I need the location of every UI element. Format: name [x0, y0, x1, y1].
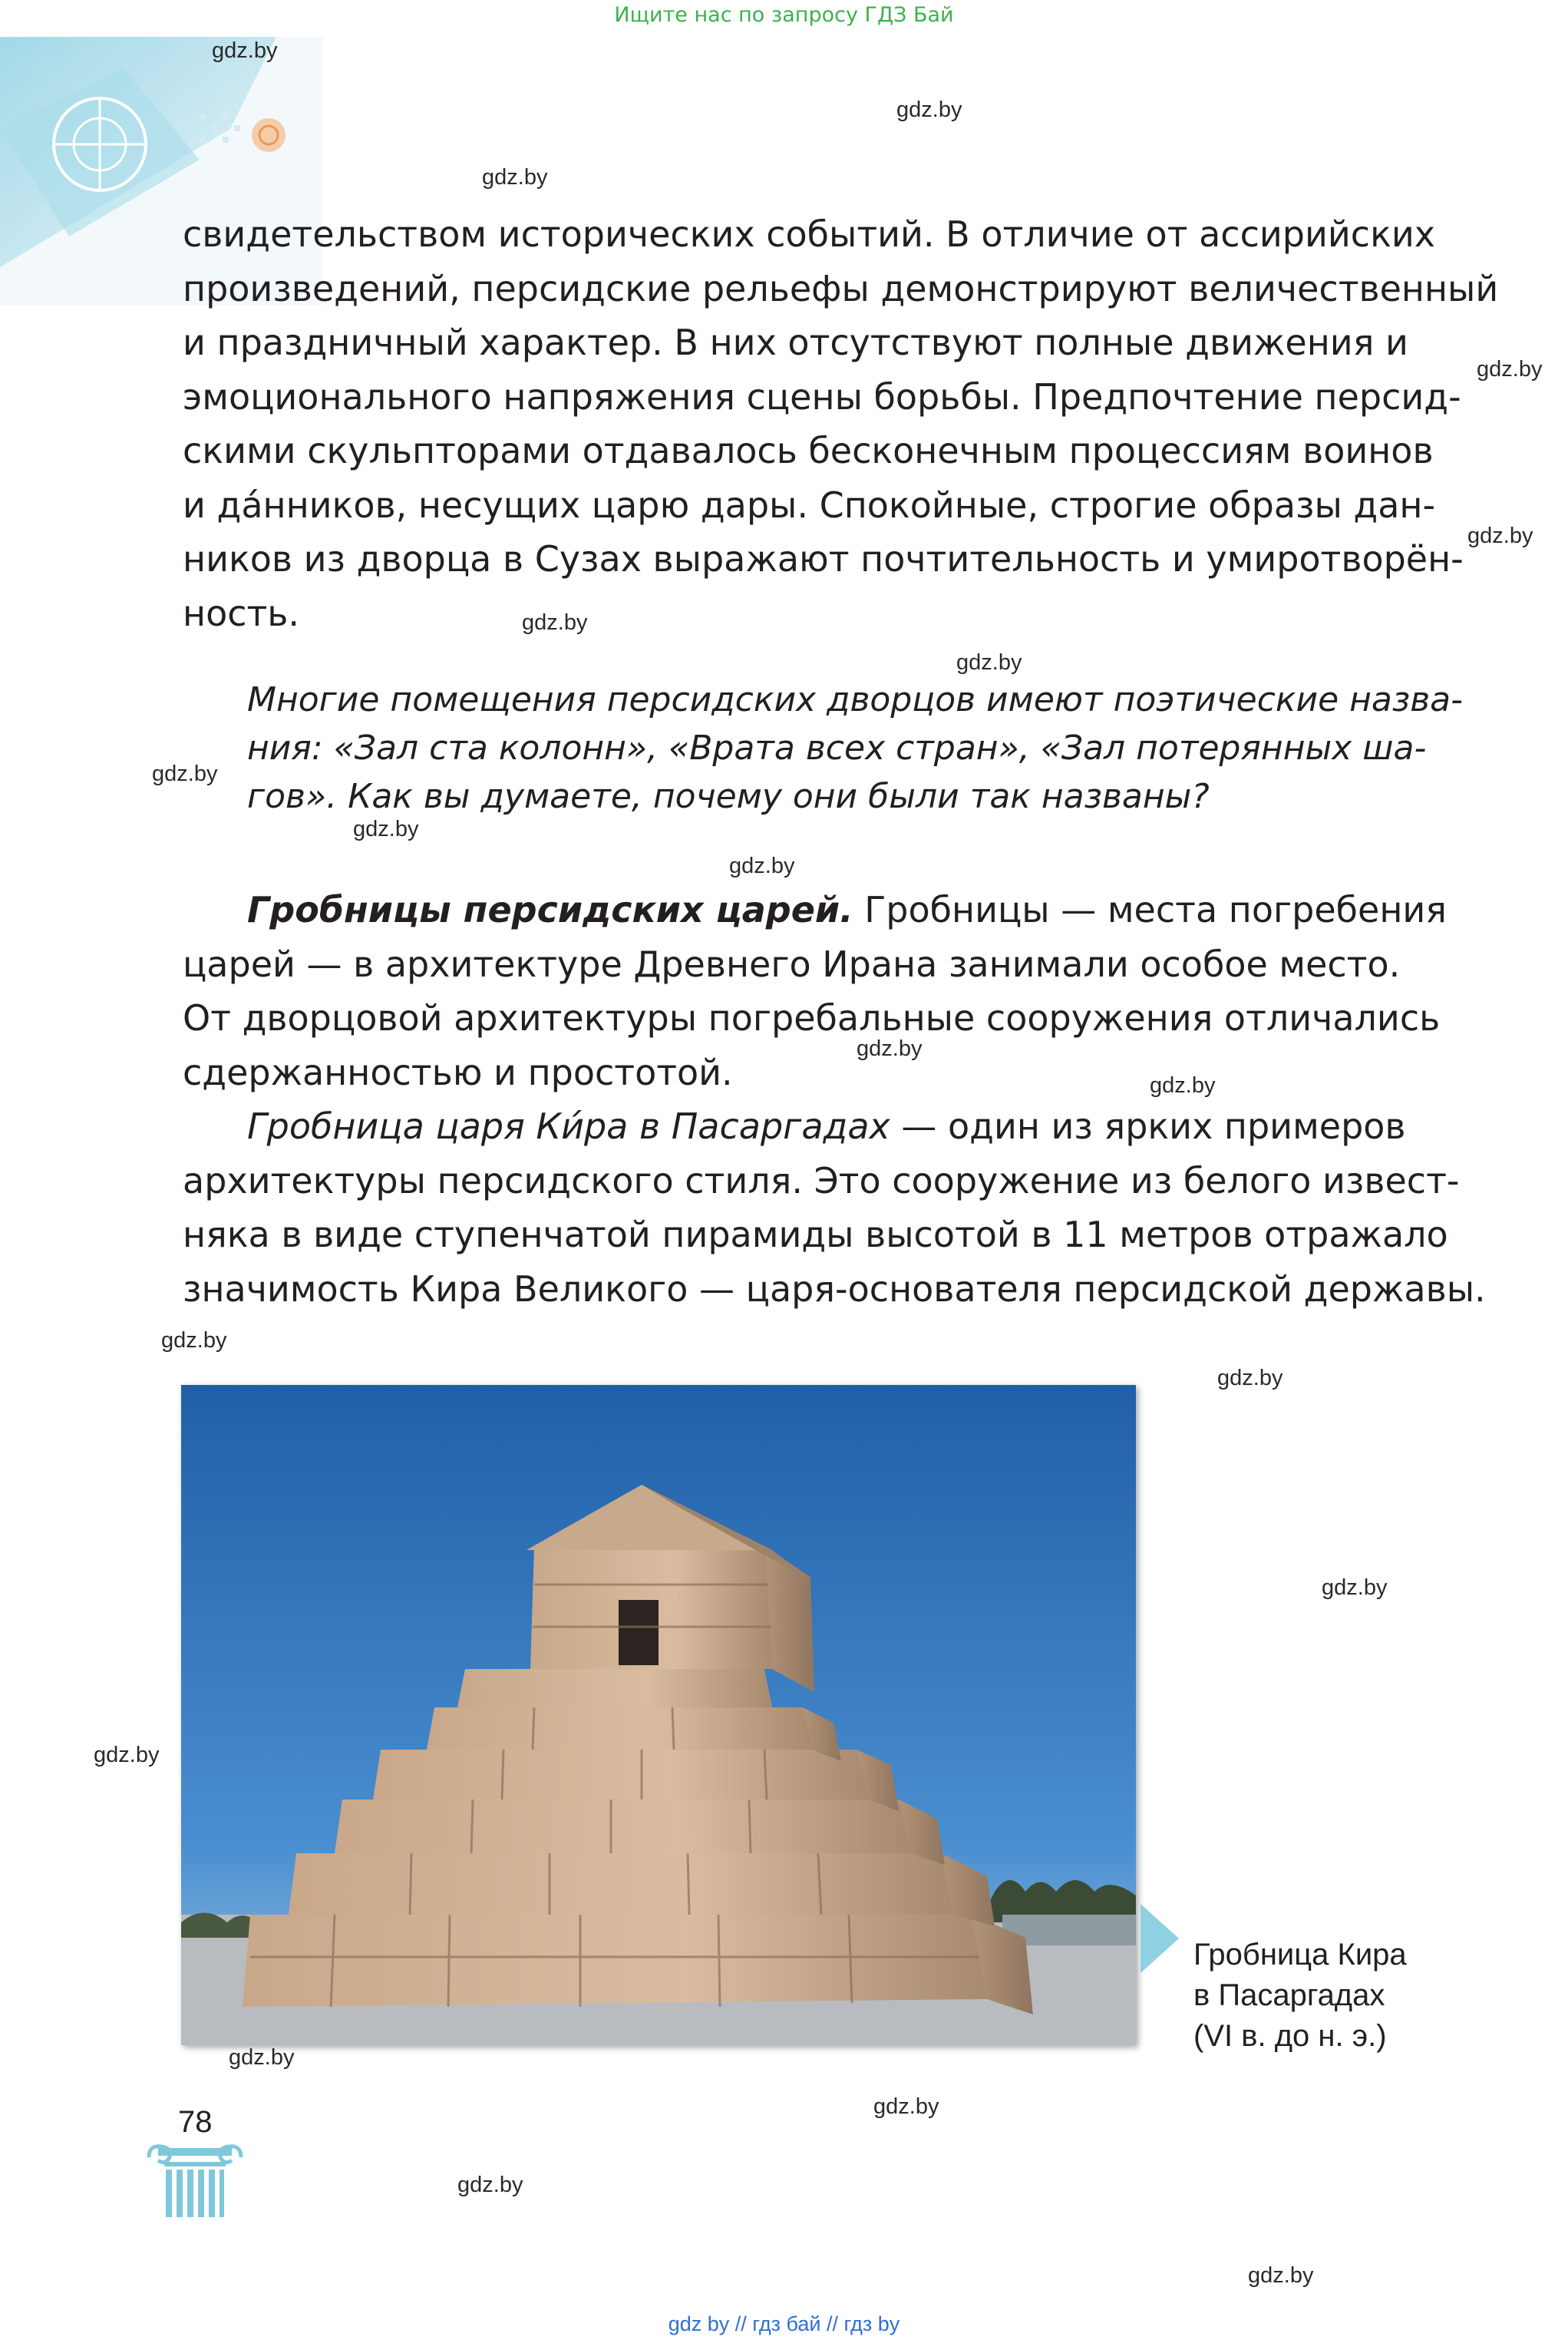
watermark: gdz.by [1477, 357, 1543, 382]
text-line: свидетельством исторических событий. В отличие от ассирийских [183, 213, 1435, 255]
text-line: и праздничный характер. В них отсутствуют полные движения и [183, 322, 1408, 363]
watermark: gdz.by [1467, 524, 1533, 548]
watermark: gdz.by [457, 2173, 523, 2197]
watermark: gdz.by [161, 1328, 227, 1353]
watermark: gdz.by [956, 650, 1022, 675]
watermark: gdz.by [94, 1743, 160, 1767]
page-number: 78 [178, 2105, 213, 2139]
text-line: Гробницы — места погребения [864, 889, 1447, 930]
text-line: эмоционального напряжения сцены борьбы. Предпочтение персид- [183, 375, 1461, 418]
watermark: gdz.by [857, 1036, 923, 1061]
text-line: произведений, персидские рельефы демонстрируют величественный [183, 267, 1499, 309]
watermark: gdz.by [152, 762, 218, 786]
caption-line: в Пасаргадах [1193, 1978, 1385, 2012]
text-line: и да́нников, несущих царю дары. Спокойные, строгие образы дан- [183, 484, 1436, 526]
watermark: gdz.by [1322, 1575, 1388, 1600]
question-line: ния: «Зал ста колонн», «Врата всех стран», «Зал потерянных ша- [247, 729, 1427, 768]
watermark: gdz.by [353, 817, 419, 841]
watermark: gdz.by [212, 38, 278, 63]
text-line: няка в виде ступенчатой пирамиды высотой в 11 метров отражало [183, 1214, 1448, 1255]
italic-term: Гробница царя Ки́ра в Пасаргадах [247, 1106, 890, 1147]
search-banner[interactable]: Ищите нас по запросу ГДЗ Бай [614, 3, 954, 27]
tomb-of-cyrus-photo [181, 1385, 1136, 2045]
caption-arrow-icon [1141, 1904, 1187, 1973]
paragraph-reliefs [183, 207, 1499, 640]
caption-line: (VI в. до н. э.) [1193, 2019, 1387, 2053]
text-line: царей — в архитектуре Древнего Ирана занимали особое место. [183, 943, 1401, 985]
section-heading: Гробницы персидских царей. [247, 889, 853, 930]
paragraph-tombs [183, 883, 1486, 1316]
photo-caption [1193, 1935, 1407, 2057]
watermark: gdz.by [1248, 2263, 1314, 2288]
text-line: ников из дворца в Сузах выражают почтительность и умиротворён- [183, 538, 1464, 580]
section-first-line [183, 883, 1447, 937]
watermark: gdz.by [229, 2045, 295, 2070]
text-line: — один из ярких примеров [901, 1106, 1406, 1147]
text-line: От дворцовой архитектуры погребальные сооружения отличались [183, 997, 1441, 1039]
watermark: gdz.by [896, 98, 962, 122]
question-block [247, 676, 1464, 821]
section2-first-line [183, 1099, 1441, 1154]
text-line: ность. [183, 592, 300, 634]
ionic-column-icon [141, 2142, 249, 2226]
watermark: gdz.by [482, 165, 548, 190]
watermark: gdz.by [729, 854, 795, 878]
text-line: сдержанностью и простотой. [183, 1051, 733, 1093]
caption-line: Гробница Кира [1193, 1938, 1407, 1971]
question-line: гов». Как вы думаете, почему они были так названы? [247, 777, 1210, 816]
question-line: Многие помещения персидских дворцов имеют поэтические назва- [247, 680, 1464, 719]
watermark: gdz.by [1217, 1366, 1283, 1390]
watermark: gdz.by [1150, 1073, 1216, 1098]
text-line: значимость Кира Великого — царя-основателя персидской державы. [183, 1268, 1486, 1310]
watermark: gdz.by [522, 610, 588, 635]
text-line: скими скульпторами отдавалось бесконечным процессиям воинов [183, 430, 1434, 471]
bottom-links[interactable]: gdz by // гдз бай // гдз by [668, 2312, 900, 2335]
text-line: архитектуры персидского стиля. Это сооружение из белого извест- [183, 1159, 1460, 1201]
watermark: gdz.by [873, 2094, 939, 2119]
